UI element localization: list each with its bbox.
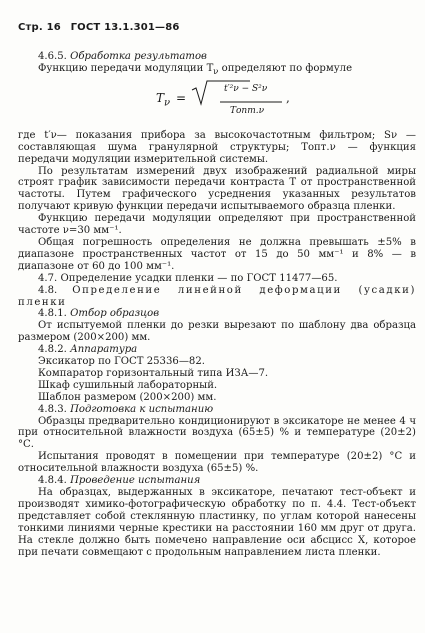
paragraph-procedure: На образцах, выдержанных в эксикаторе, печатают тест-объект и производят химико-фотографическую обработку по п. 4.4. Тест-объект представляет собой стеклянную пластинку, по углам которой нанесены тонкими линиями черные крестики на расстоянии 160 мм друг от друга. На стекле должно быть помечено направление оси абсцисс X, которое при печати совмещают с продольным направлением листа пленки. [18, 487, 416, 558]
paragraph-frequency: Функцию передачи модуляции определяют при пространственной частоте ν=30 мм⁻¹. [18, 213, 416, 237]
formula-lhs: $T_\nu$ [156, 90, 171, 109]
section-4-8-heading: 4.8. Определение линейной деформации (усадки) пленки [18, 284, 416, 308]
running-header [18, 22, 186, 33]
equipment-item: Шкаф сушильный лабораторный. [38, 379, 218, 391]
section-4-8-4-heading: 4.8.4. Проведение испытания [38, 475, 201, 487]
equipment-item: Компаратор горизонтальный типа ИЗА—7. [38, 367, 269, 379]
paragraph-error: Общая погрешность определения не должна превышать ±5% в диапазоне пространственных частот от 15 до 50 мм⁻¹ и 8% — в диапазоне от 60 до 100 мм⁻¹. [18, 236, 416, 272]
formula-denominator: Tопт.ν [230, 105, 265, 116]
paragraph-test-conditions: Испытания проводят в помещении при температуре (20±2) °С и относительной влажности воздуха (65±5) %. [18, 451, 416, 475]
paragraph-conditioning: Образцы предварительно кондиционируют в эксикаторе не менее 4 ч при относительной влажности воздуха (65±5) % и температуре (20±2) °С. [18, 415, 416, 451]
section-4-8-3-heading: 4.8.3. Подготовка к испытанию [38, 403, 214, 415]
paragraph-sampling: От испытуемой пленки до резки вырезают по шаблону два образца размером (200×200) мм. [18, 320, 416, 344]
where-clause: где t′ν— показания прибора за высокочастотным фильтром; Sν — составляющая шума гранулярной структуры; Tопт.ν — функция передачи модуляции измерительной системы. [18, 129, 416, 165]
section-4-8-2-heading: 4.8.2. Аппаратура [38, 344, 138, 356]
equipment-item: Эксикатор по ГОСТ 25336—82. [38, 356, 205, 368]
section-4-7: 4.7. Определение усадки пленки — по ГОСТ 11477—65. [38, 272, 338, 284]
equipment-item: Шаблон размером (200×200) мм. [38, 391, 217, 403]
page-body [18, 51, 416, 558]
paragraph-graph: По результатам измерений двух изображений радиальной миры строят график зависимости передачи контраста T от пространственной частоты. Путем графического усреднения указанных результатов получают кривую функции передачи испытываемого образца пленки. [18, 165, 416, 213]
formula-numerator: t′²ν − S²ν [224, 83, 268, 94]
section-4-6-5-heading: 4.6.5. Обработка результатов [38, 51, 207, 62]
formula-intro: Функцию передачи модуляции $T_\nu$ определяют по формуле [38, 62, 353, 76]
formula-comma: , [286, 90, 290, 105]
formula-equals: = [176, 90, 187, 105]
page-number: Стр. 16 [18, 22, 61, 33]
mtf-formula [18, 80, 416, 128]
standard-code: ГОСТ 13.1.301—86 [70, 22, 180, 33]
section-4-8-1-heading: 4.8.1. Отбор образцов [38, 308, 160, 320]
